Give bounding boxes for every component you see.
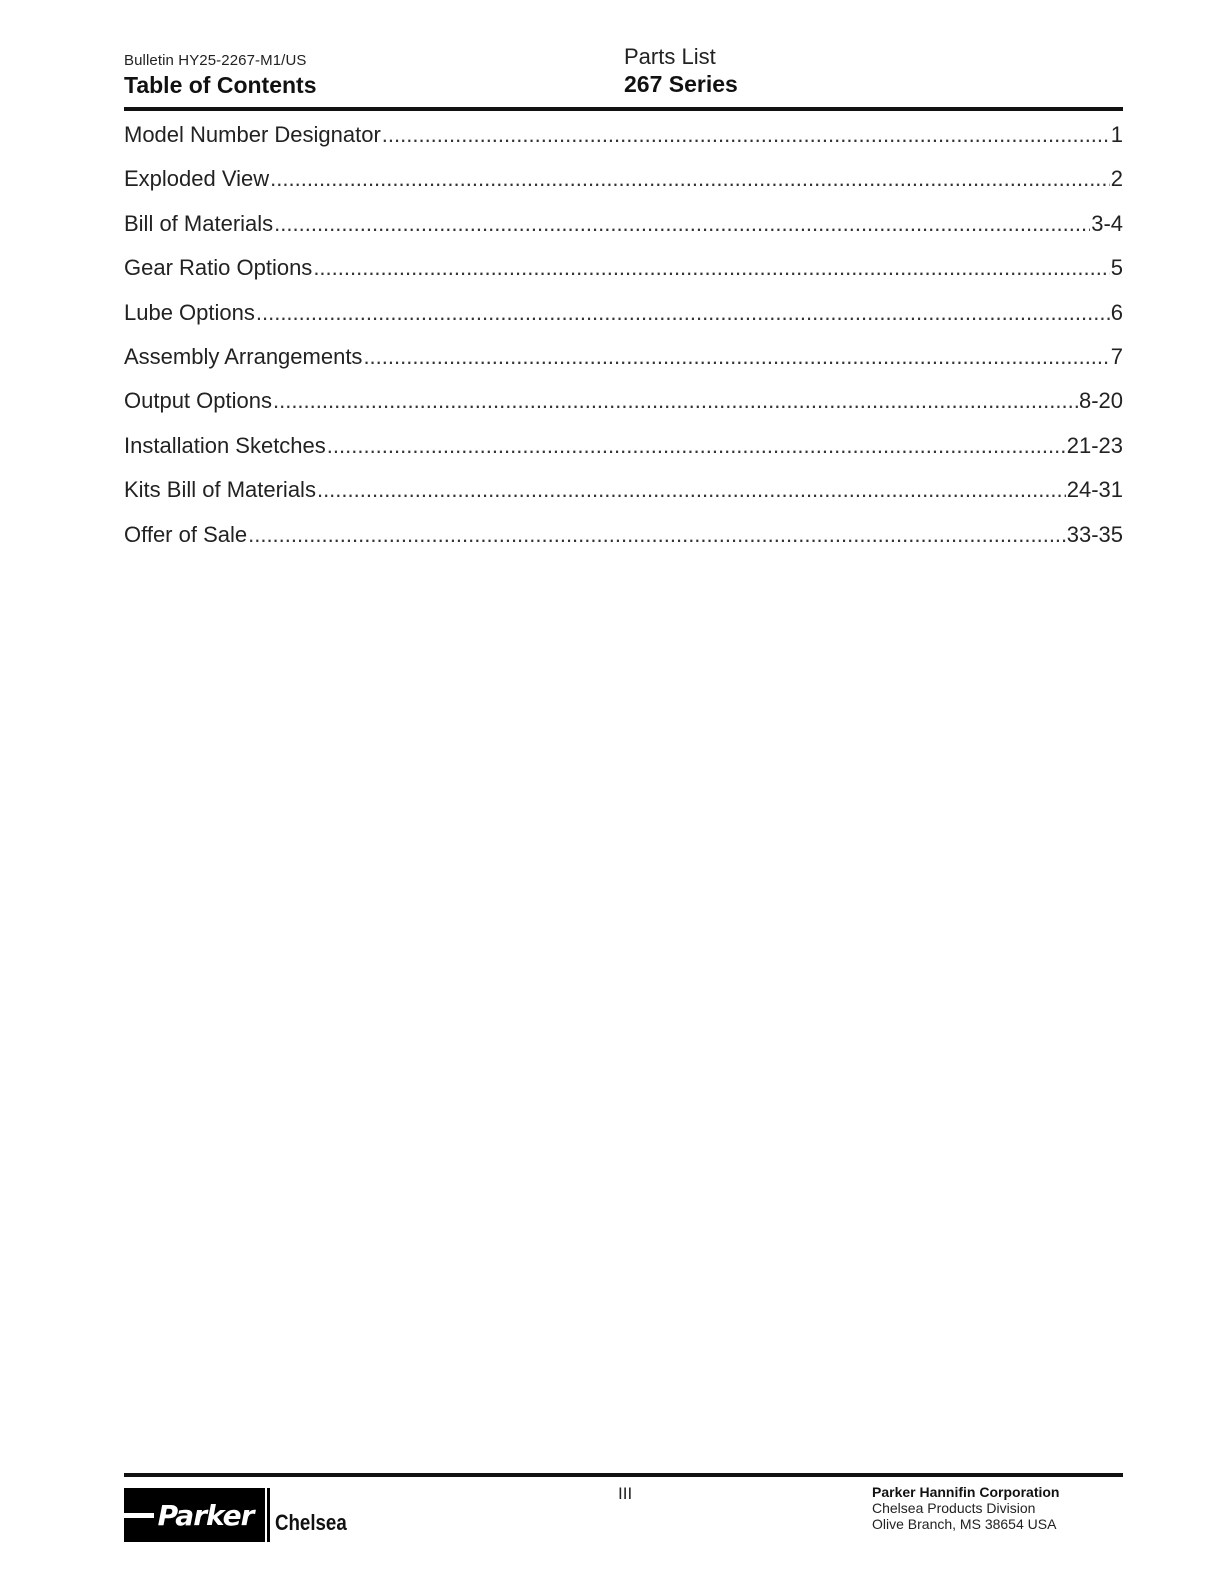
- toc-entry-installation-sketches[interactable]: [124, 433, 1123, 477]
- document-type: Parts List: [624, 44, 716, 69]
- toc-entry-page: 33-35: [1066, 521, 1123, 547]
- header-left: [124, 52, 317, 99]
- header-rule: [124, 107, 1123, 111]
- document-page: [124, 0, 1123, 1584]
- dot-leader: [273, 388, 1078, 414]
- toc-entry-page: 3-4: [1091, 210, 1123, 236]
- toc-entry-model-number-designator[interactable]: [124, 122, 1123, 166]
- toc-entry-page: 24-31: [1066, 477, 1123, 503]
- toc-entry-label: Kits Bill of Materials: [124, 477, 316, 503]
- toc-entry-label: Assembly Arrangements: [124, 343, 363, 369]
- dot-leader: [317, 477, 1066, 503]
- toc-entry-page: 7: [1110, 343, 1123, 369]
- toc-entry-page: 6: [1110, 299, 1123, 325]
- company-address: Olive Branch, MS 38654 USA: [872, 1516, 1057, 1532]
- toc-entry-offer-of-sale[interactable]: [124, 522, 1123, 566]
- dot-leader: [313, 255, 1109, 281]
- chelsea-wordmark: Chelsea: [275, 1510, 347, 1535]
- bulletin-number: Bulletin HY25-2267-M1/US: [124, 52, 307, 69]
- toc-entry-gear-ratio-options[interactable]: [124, 255, 1123, 299]
- toc-entry-label: Lube Options: [124, 299, 255, 325]
- parker-logo-box: [124, 1488, 265, 1542]
- dot-leader: [270, 166, 1110, 192]
- toc-entry-page: 5: [1110, 255, 1123, 281]
- company-address-block: [872, 1484, 1059, 1532]
- page-title: Table of Contents: [124, 72, 317, 98]
- dot-leader: [256, 300, 1110, 326]
- toc-entry-page: 21-23: [1066, 432, 1123, 458]
- toc-entry-page: 8-20: [1078, 388, 1123, 414]
- toc-entry-kits-bill-of-materials[interactable]: [124, 477, 1123, 521]
- page-number: III: [618, 1484, 633, 1503]
- dot-leader: [274, 211, 1090, 237]
- toc-entry-label: Installation Sketches: [124, 432, 326, 458]
- toc-entry-label: Model Number Designator: [124, 122, 381, 147]
- toc-entry-exploded-view[interactable]: [124, 166, 1123, 210]
- dot-leader: [363, 344, 1109, 370]
- toc-entry-label: Gear Ratio Options: [124, 255, 313, 281]
- series-title: 267 Series: [624, 71, 738, 97]
- toc-entry-page: 2: [1110, 166, 1123, 192]
- dot-leader: [248, 522, 1066, 548]
- company-name: Parker Hannifin Corporation: [872, 1484, 1060, 1500]
- toc-entry-output-options[interactable]: [124, 388, 1123, 432]
- toc-entry-assembly-arrangements[interactable]: [124, 344, 1123, 388]
- toc-entry-label: Exploded View: [124, 166, 270, 192]
- toc-entry-lube-options[interactable]: [124, 300, 1123, 344]
- logo-bar: [124, 1513, 154, 1518]
- logo-divider: [267, 1488, 270, 1542]
- toc-entry-label: Offer of Sale: [124, 521, 248, 547]
- dot-leader: [382, 122, 1110, 148]
- toc-entry-bill-of-materials[interactable]: [124, 211, 1123, 255]
- dot-leader: [327, 433, 1066, 459]
- toc-entry-label: Bill of Materials: [124, 210, 274, 236]
- toc-entry-page: 1: [1110, 122, 1123, 147]
- company-division: Chelsea Products Division: [872, 1500, 1036, 1516]
- toc-entry-label: Output Options: [124, 388, 272, 414]
- parker-chelsea-logo: [124, 1488, 359, 1542]
- footer-rule: [124, 1473, 1123, 1477]
- header-center: [624, 44, 738, 98]
- table-of-contents: [124, 122, 1123, 566]
- parker-wordmark: Parker: [157, 1498, 254, 1532]
